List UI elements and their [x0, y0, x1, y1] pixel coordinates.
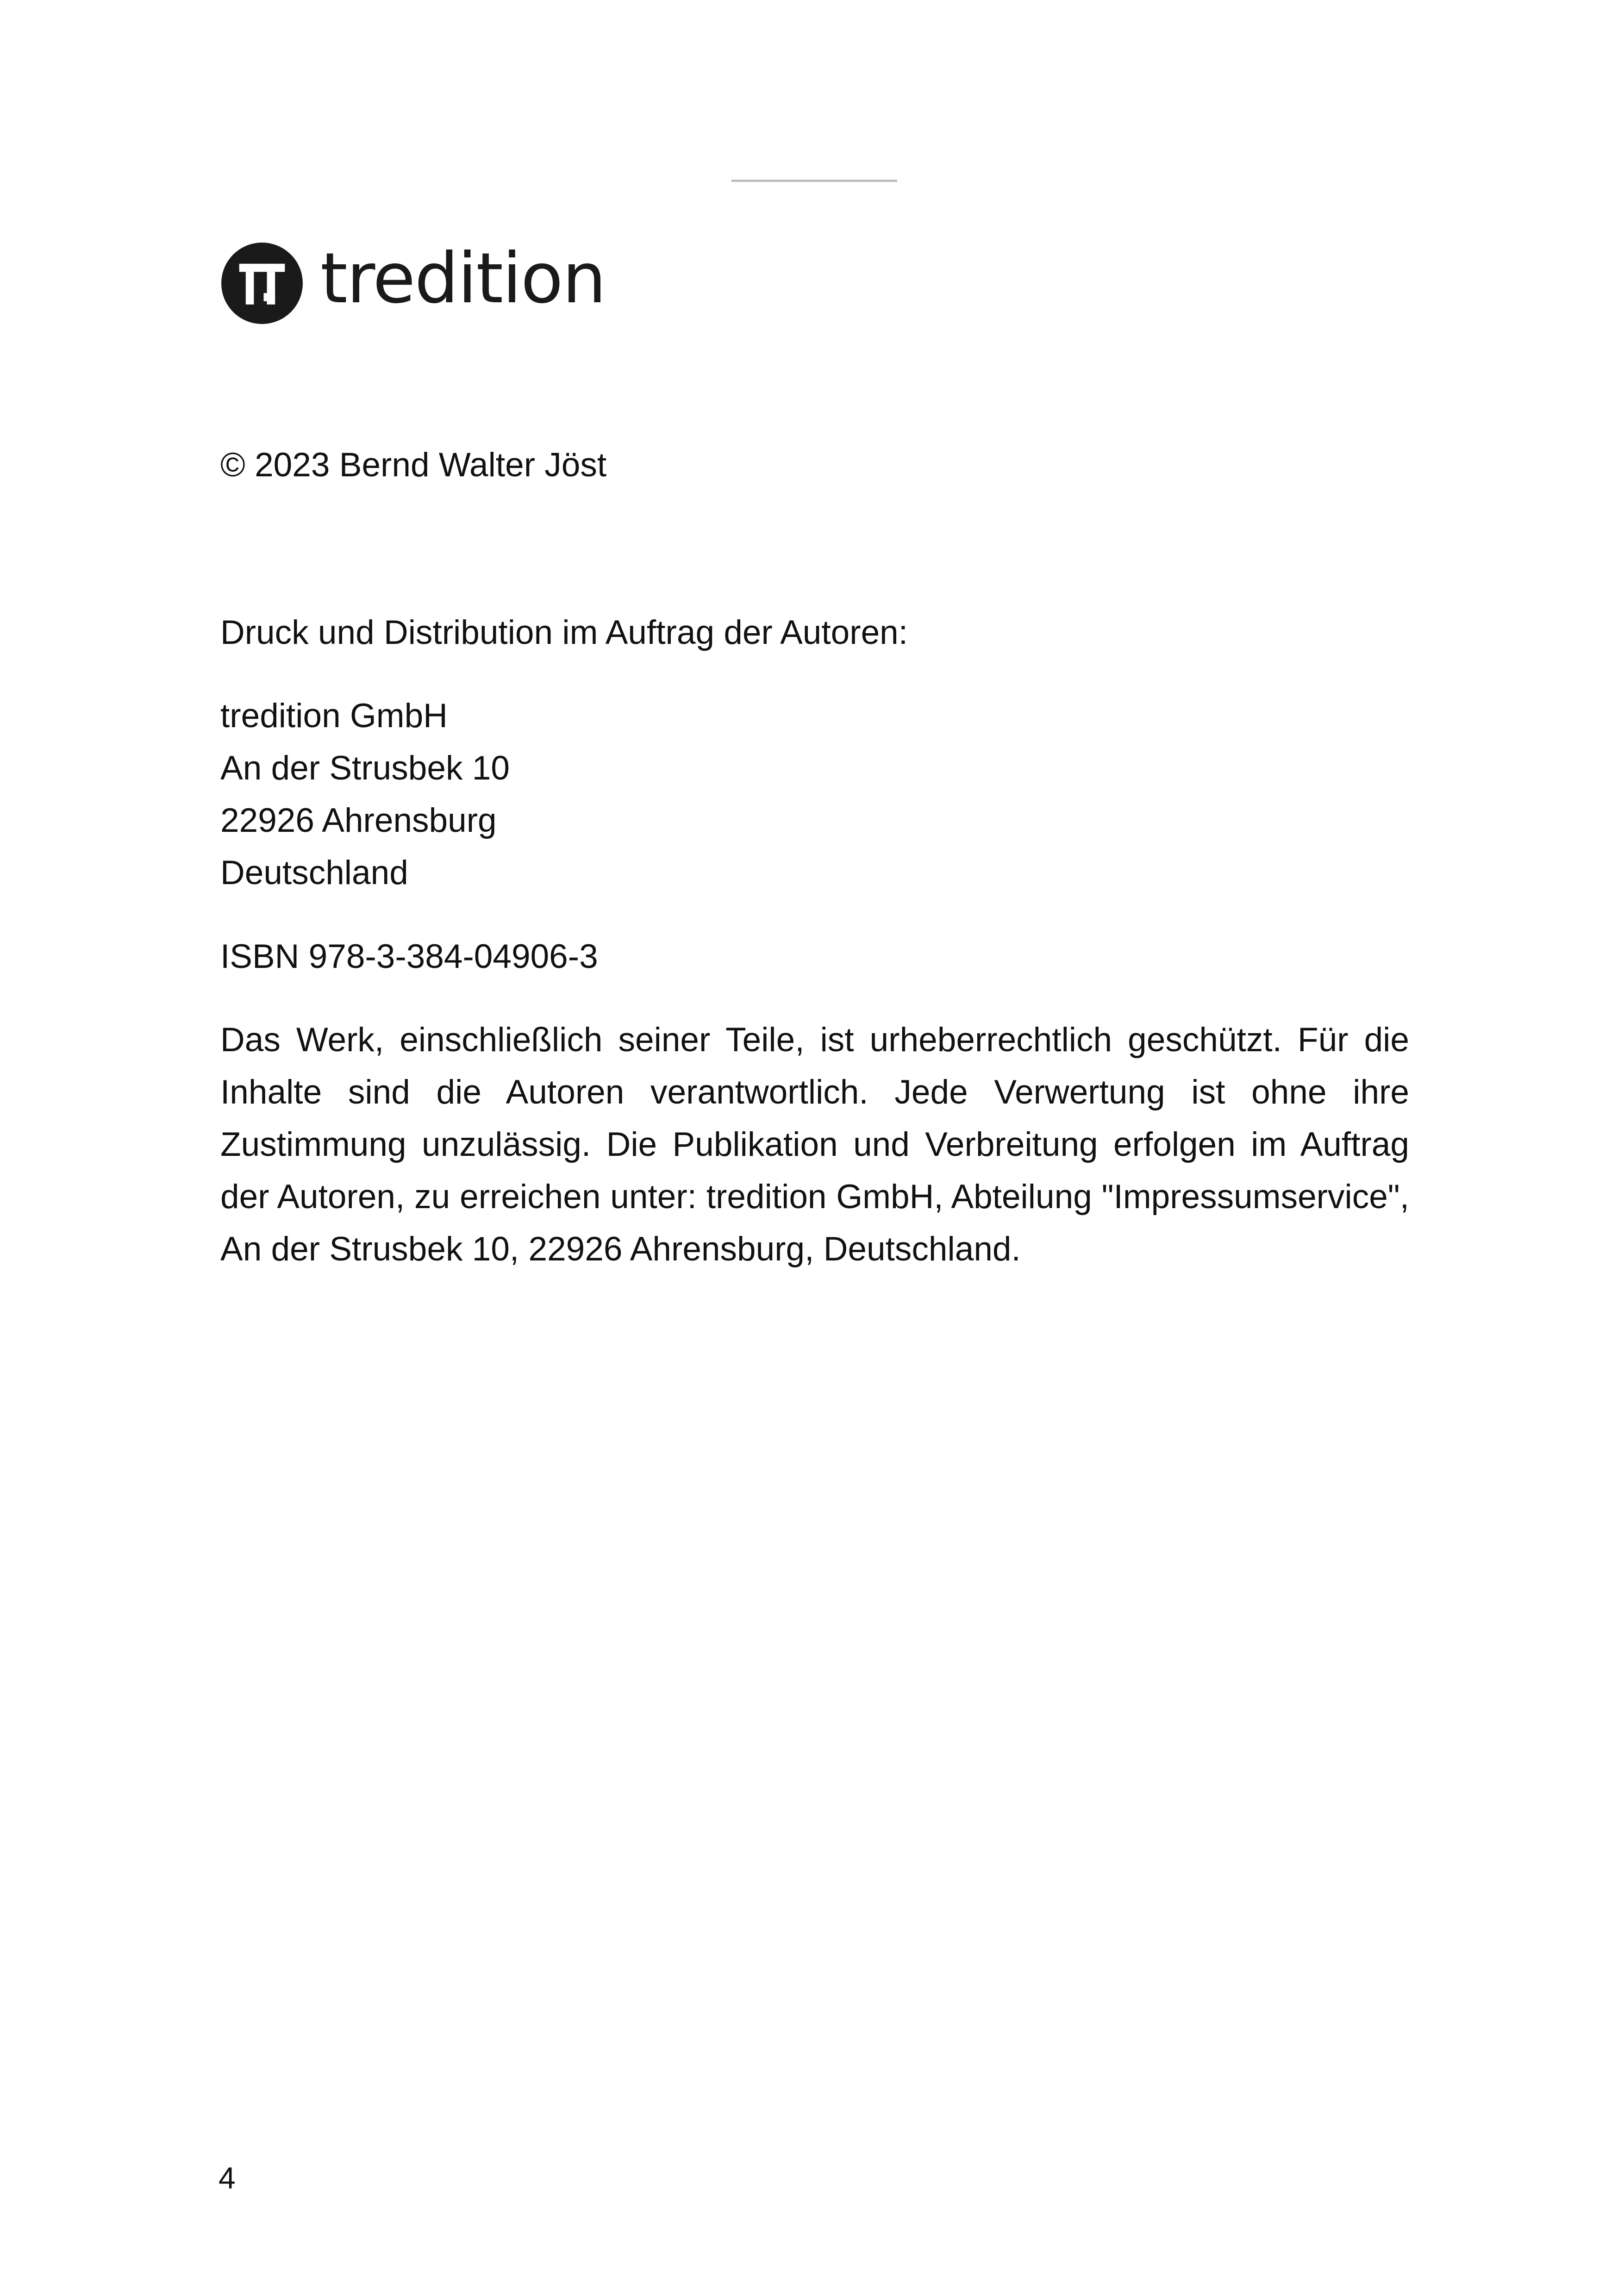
address-city: 22926 Ahrensburg: [220, 802, 497, 839]
tredition-logo-icon: [221, 243, 303, 324]
copyright-notice: Das Werk, einschließlich seiner Teile, ist urheberrechtlich geschützt. Für die Inhalte sind die Autoren verantwortlich. Jede Verwertung ist ohne ihre Zustimmung unzulässig. Die Publikation und Verbreitung erfolgen im Auftrag der Autoren, zu erreichen unter: tredition GmbH, Abteilung "Impressumservice", An der Strusbek 10, 22926 Ahrensburg, Deutschland.: [220, 1021, 1409, 1268]
logo-wordmark: tredition: [320, 238, 606, 319]
print-distribution-line: Druck und Distribution im Auftrag der Autoren:: [220, 614, 908, 651]
isbn-line: ISBN 978-3-384-04906-3: [220, 938, 598, 975]
copyright-line: © 2023 Bernd Walter Jöst: [220, 446, 607, 484]
address-country: Deutschland: [220, 854, 408, 892]
address-company: tredition GmbH: [220, 697, 448, 735]
address-street: An der Strusbek 10: [220, 749, 510, 787]
publisher-address: [220, 690, 510, 899]
publisher-logo: [221, 238, 606, 325]
page-number: 4: [219, 2161, 236, 2195]
header-rule: [731, 180, 897, 182]
